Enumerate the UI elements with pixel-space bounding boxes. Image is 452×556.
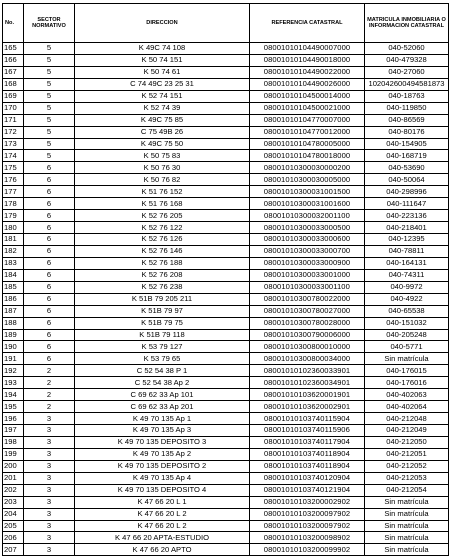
cell-direccion: K 49C 74 108 — [75, 43, 250, 55]
cell-sector: 3 — [24, 508, 75, 520]
cell-referencia: 08001010300790006000 — [250, 329, 365, 341]
cell-referencia: 08001010103200098902 — [250, 532, 365, 544]
cell-no: 201 — [3, 472, 24, 484]
cell-no: 176 — [3, 174, 24, 186]
cell-referencia: 08001010102360033901 — [250, 365, 365, 377]
header-no: No. — [3, 4, 24, 43]
cell-sector: 5 — [24, 102, 75, 114]
cell-sector: 6 — [24, 186, 75, 198]
table-row — [3, 162, 449, 174]
cell-sector: 3 — [24, 472, 75, 484]
cell-sector: 6 — [24, 222, 75, 234]
cell-referencia: 08001010104770007000 — [250, 114, 365, 126]
table-row — [3, 198, 449, 210]
cell-referencia: 08001010104500021000 — [250, 102, 365, 114]
cell-matricula: 040-479328 — [365, 54, 449, 66]
cell-direccion: K 49 70 135 DEPOSITO 4 — [75, 484, 250, 496]
cell-direccion: C 52 54 38 P 1 — [75, 365, 250, 377]
cell-sector: 6 — [24, 198, 75, 210]
cell-referencia: 08001010300780022000 — [250, 293, 365, 305]
table-row — [3, 174, 449, 186]
cell-sector: 5 — [24, 66, 75, 78]
cell-no: 180 — [3, 222, 24, 234]
cell-matricula: 040-154905 — [365, 138, 449, 150]
cell-matricula: 040-212050 — [365, 436, 449, 448]
cell-no: 183 — [3, 257, 24, 269]
cell-matricula: 040-212052 — [365, 460, 449, 472]
cell-referencia: 08001010300033000900 — [250, 257, 365, 269]
cell-referencia: 08001010300800010000 — [250, 341, 365, 353]
cell-sector: 6 — [24, 341, 75, 353]
cell-sector: 6 — [24, 257, 75, 269]
cell-direccion: K 51B 79 118 — [75, 329, 250, 341]
cell-sector: 2 — [24, 365, 75, 377]
cell-matricula: 040-223136 — [365, 210, 449, 222]
cell-referencia: 08001010104490007000 — [250, 43, 365, 55]
cell-direccion: K 51 76 168 — [75, 198, 250, 210]
cell-referencia: 08001010104770012000 — [250, 126, 365, 138]
cell-referencia: 08001010104490018000 — [250, 54, 365, 66]
cell-sector: 6 — [24, 329, 75, 341]
cell-no: 193 — [3, 377, 24, 389]
table-row — [3, 377, 449, 389]
cell-matricula: 040-9972 — [365, 281, 449, 293]
cell-direccion: K 50 74 151 — [75, 54, 250, 66]
cell-no: 168 — [3, 78, 24, 90]
cell-matricula: 040-111647 — [365, 198, 449, 210]
cell-sector: 5 — [24, 138, 75, 150]
cell-sector: 6 — [24, 245, 75, 257]
cell-referencia: 08001010104780005000 — [250, 138, 365, 150]
cell-no: 170 — [3, 102, 24, 114]
cell-direccion: K 49 70 135 Ap 2 — [75, 448, 250, 460]
cell-direccion: K 47 66 20 L 2 — [75, 508, 250, 520]
cell-matricula: 102042600494581873 — [365, 78, 449, 90]
cell-no: 188 — [3, 317, 24, 329]
cell-referencia: 08001010103740118904 — [250, 448, 365, 460]
cell-referencia: 08001010103620002901 — [250, 401, 365, 413]
cell-matricula: 040-65538 — [365, 305, 449, 317]
cell-no: 198 — [3, 436, 24, 448]
cell-direccion: K 52 74 151 — [75, 90, 250, 102]
cell-sector: 6 — [24, 305, 75, 317]
cell-sector: 3 — [24, 484, 75, 496]
cell-referencia: 08001010300031001600 — [250, 198, 365, 210]
table-row — [3, 341, 449, 353]
cell-no: 173 — [3, 138, 24, 150]
cell-matricula: 040-12395 — [365, 234, 449, 246]
cell-no: 165 — [3, 43, 24, 55]
cell-matricula: 040-176016 — [365, 377, 449, 389]
table-row — [3, 90, 449, 102]
table-row — [3, 329, 449, 341]
cell-matricula: 040-212049 — [365, 425, 449, 437]
table-row — [3, 520, 449, 532]
table-row — [3, 532, 449, 544]
table-header-row — [3, 4, 449, 43]
cell-direccion: K 53 79 65 — [75, 353, 250, 365]
cell-matricula: 040-168719 — [365, 150, 449, 162]
cell-no: 200 — [3, 460, 24, 472]
cell-referencia: 08001010300030000200 — [250, 162, 365, 174]
cell-matricula: Sin matrícula — [365, 532, 449, 544]
cell-direccion: K 49 70 135 DEPOSITO 3 — [75, 436, 250, 448]
table-row — [3, 389, 449, 401]
table-row — [3, 305, 449, 317]
cell-sector: 6 — [24, 269, 75, 281]
cell-no: 186 — [3, 293, 24, 305]
cell-no: 177 — [3, 186, 24, 198]
table-row — [3, 78, 449, 90]
cell-sector: 6 — [24, 293, 75, 305]
table-row — [3, 281, 449, 293]
cell-direccion: K 52 76 238 — [75, 281, 250, 293]
cell-no: 207 — [3, 544, 24, 556]
cell-matricula: 040-212054 — [365, 484, 449, 496]
table-row — [3, 257, 449, 269]
cell-no: 205 — [3, 520, 24, 532]
table-row — [3, 245, 449, 257]
cell-direccion: K 52 76 208 — [75, 269, 250, 281]
cell-matricula: 040-402064 — [365, 401, 449, 413]
cell-matricula: 040-218401 — [365, 222, 449, 234]
cell-matricula: 040-74311 — [365, 269, 449, 281]
table-row — [3, 114, 449, 126]
cell-sector: 5 — [24, 78, 75, 90]
cell-no: 192 — [3, 365, 24, 377]
cell-matricula: 040-50064 — [365, 174, 449, 186]
cell-no: 179 — [3, 210, 24, 222]
cell-no: 197 — [3, 425, 24, 437]
cell-direccion: K 52 76 205 — [75, 210, 250, 222]
cell-referencia: 08001010104490022000 — [250, 66, 365, 78]
table-row — [3, 317, 449, 329]
table-row — [3, 425, 449, 437]
cell-no: 185 — [3, 281, 24, 293]
cell-no: 171 — [3, 114, 24, 126]
cell-direccion: K 51B 79 97 — [75, 305, 250, 317]
cell-matricula: 040-205248 — [365, 329, 449, 341]
table-row — [3, 54, 449, 66]
cell-referencia: 08001010103740120904 — [250, 472, 365, 484]
header-sector: SECTOR NORMATIVO — [24, 4, 75, 43]
cell-direccion: C 75 49B 26 — [75, 126, 250, 138]
cell-direccion: K 49 70 135 Ap 4 — [75, 472, 250, 484]
cell-no: 196 — [3, 413, 24, 425]
cell-referencia: 08001010300030005000 — [250, 174, 365, 186]
cell-no: 169 — [3, 90, 24, 102]
cell-sector: 6 — [24, 353, 75, 365]
table-row — [3, 460, 449, 472]
cell-matricula: Sin matrícula — [365, 353, 449, 365]
cell-matricula: 040-53690 — [365, 162, 449, 174]
cell-no: 189 — [3, 329, 24, 341]
cell-referencia: 08001010103200002902 — [250, 496, 365, 508]
table-row — [3, 186, 449, 198]
cell-no: 194 — [3, 389, 24, 401]
cell-direccion: K 47 66 20 L 1 — [75, 496, 250, 508]
cell-sector: 5 — [24, 90, 75, 102]
cell-direccion: K 49C 75 50 — [75, 138, 250, 150]
cell-no: 175 — [3, 162, 24, 174]
cell-sector: 6 — [24, 174, 75, 186]
cell-sector: 3 — [24, 544, 75, 556]
table-row — [3, 43, 449, 55]
table-row — [3, 436, 449, 448]
cell-matricula: 040-151032 — [365, 317, 449, 329]
cell-matricula: 040-4922 — [365, 293, 449, 305]
cell-matricula: Sin matrícula — [365, 496, 449, 508]
cell-direccion: K 52 74 39 — [75, 102, 250, 114]
table-row — [3, 448, 449, 460]
table-row — [3, 353, 449, 365]
table-row — [3, 234, 449, 246]
cell-referencia: 08001010300033001100 — [250, 281, 365, 293]
cell-matricula: 040-5771 — [365, 341, 449, 353]
cell-direccion: K 51 76 152 — [75, 186, 250, 198]
cell-matricula: 040-212051 — [365, 448, 449, 460]
cell-direccion: C 52 54 38 Ap 2 — [75, 377, 250, 389]
cell-no: 202 — [3, 484, 24, 496]
table-row — [3, 544, 449, 556]
cell-referencia: 08001010300033000700 — [250, 245, 365, 257]
cell-sector: 3 — [24, 520, 75, 532]
table-body — [3, 43, 449, 556]
cell-sector: 6 — [24, 317, 75, 329]
cell-sector: 6 — [24, 234, 75, 246]
cell-no: 204 — [3, 508, 24, 520]
cell-no: 184 — [3, 269, 24, 281]
cell-direccion: K 51B 79 75 — [75, 317, 250, 329]
cell-direccion: C 69 62 33 Ap 201 — [75, 401, 250, 413]
cell-sector: 5 — [24, 114, 75, 126]
cell-no: 166 — [3, 54, 24, 66]
table-row — [3, 126, 449, 138]
cell-sector: 5 — [24, 43, 75, 55]
cell-referencia: 08001010300033000600 — [250, 234, 365, 246]
cell-no: 191 — [3, 353, 24, 365]
cell-sector: 5 — [24, 126, 75, 138]
cell-referencia: 08001010300032001100 — [250, 210, 365, 222]
table-row — [3, 138, 449, 150]
cell-no: 174 — [3, 150, 24, 162]
table-row — [3, 496, 449, 508]
table-row — [3, 269, 449, 281]
cell-referencia: 08001010300780027000 — [250, 305, 365, 317]
cell-matricula: 040-52060 — [365, 43, 449, 55]
cell-referencia: 08001010103200099902 — [250, 544, 365, 556]
table-row — [3, 293, 449, 305]
cell-matricula: 040-298996 — [365, 186, 449, 198]
cell-referencia: 08001010103200097902 — [250, 520, 365, 532]
cell-referencia: 08001010103740117904 — [250, 436, 365, 448]
cell-direccion: K 49 70 135 Ap 3 — [75, 425, 250, 437]
cell-sector: 6 — [24, 281, 75, 293]
cell-sector: 2 — [24, 389, 75, 401]
table-row — [3, 222, 449, 234]
table-row — [3, 365, 449, 377]
cell-direccion: K 47 66 20 L 2 — [75, 520, 250, 532]
table-row — [3, 472, 449, 484]
cell-referencia: 08001010104500014000 — [250, 90, 365, 102]
cell-referencia: 08001010103200097902 — [250, 508, 365, 520]
table-row — [3, 210, 449, 222]
cell-matricula: Sin matrícula — [365, 544, 449, 556]
cell-direccion: K 47 66 20 APTO — [75, 544, 250, 556]
cell-no: 199 — [3, 448, 24, 460]
table-row — [3, 401, 449, 413]
cell-referencia: 08001010300800034000 — [250, 353, 365, 365]
header-matricula: MATRICULA INMOBILIARIA O INFORMACION CATASTRAL — [365, 4, 449, 43]
cell-direccion: K 49 70 135 DEPOSITO 2 — [75, 460, 250, 472]
cell-direccion: K 50 74 61 — [75, 66, 250, 78]
cell-no: 181 — [3, 234, 24, 246]
table-row — [3, 102, 449, 114]
cell-sector: 3 — [24, 436, 75, 448]
cell-sector: 3 — [24, 413, 75, 425]
table-row — [3, 66, 449, 78]
cell-direccion: K 50 76 82 — [75, 174, 250, 186]
cell-direccion: K 52 76 146 — [75, 245, 250, 257]
cell-matricula: 040-80176 — [365, 126, 449, 138]
cell-matricula: 040-119850 — [365, 102, 449, 114]
cell-matricula: 040-212053 — [365, 472, 449, 484]
cell-matricula: 040-78811 — [365, 245, 449, 257]
cell-referencia: 08001010102360034901 — [250, 377, 365, 389]
table-row — [3, 484, 449, 496]
cell-referencia: 08001010103740115904 — [250, 413, 365, 425]
cell-matricula: 040-212048 — [365, 413, 449, 425]
cell-no: 195 — [3, 401, 24, 413]
cell-matricula: 040-402063 — [365, 389, 449, 401]
cell-referencia: 08001010300033000500 — [250, 222, 365, 234]
cell-referencia: 08001010300033001000 — [250, 269, 365, 281]
cell-sector: 5 — [24, 150, 75, 162]
table-row — [3, 413, 449, 425]
cell-direccion: K 51B 79 205 211 — [75, 293, 250, 305]
cell-sector: 3 — [24, 425, 75, 437]
cell-referencia: 08001010104780018000 — [250, 150, 365, 162]
cell-no: 203 — [3, 496, 24, 508]
cell-matricula: 040-86569 — [365, 114, 449, 126]
cell-referencia: 08001010103620001901 — [250, 389, 365, 401]
cell-matricula: Sin matrícula — [365, 520, 449, 532]
cell-no: 172 — [3, 126, 24, 138]
cell-direccion: K 50 75 83 — [75, 150, 250, 162]
cell-direccion: K 49 70 135 Ap 1 — [75, 413, 250, 425]
cell-referencia: 08001010103740115906 — [250, 425, 365, 437]
cell-direccion: C 74 49C 23 25 31 — [75, 78, 250, 90]
cell-sector: 2 — [24, 401, 75, 413]
cell-direccion: K 53 79 127 — [75, 341, 250, 353]
cell-no: 187 — [3, 305, 24, 317]
cadastral-table — [2, 3, 449, 556]
cell-matricula: Sin matrícula — [365, 508, 449, 520]
cell-matricula: 040-18763 — [365, 90, 449, 102]
cell-no: 182 — [3, 245, 24, 257]
cell-sector: 3 — [24, 532, 75, 544]
cell-referencia: 08001010104490026000 — [250, 78, 365, 90]
cell-sector: 3 — [24, 460, 75, 472]
cell-direccion: K 50 76 30 — [75, 162, 250, 174]
cell-matricula: 040-27060 — [365, 66, 449, 78]
cell-sector: 3 — [24, 496, 75, 508]
cell-direccion: K 52 76 122 — [75, 222, 250, 234]
cell-sector: 6 — [24, 210, 75, 222]
header-referencia: REFERENCIA CATASTRAL — [250, 4, 365, 43]
cell-sector: 6 — [24, 162, 75, 174]
cell-referencia: 08001010103740118904 — [250, 460, 365, 472]
header-direccion: DIRECCION — [75, 4, 250, 43]
cell-direccion: K 52 76 126 — [75, 234, 250, 246]
cell-matricula: 040-176015 — [365, 365, 449, 377]
cell-direccion: K 52 76 188 — [75, 257, 250, 269]
cell-no: 167 — [3, 66, 24, 78]
cell-sector: 5 — [24, 54, 75, 66]
cell-referencia: 08001010103740121904 — [250, 484, 365, 496]
cell-referencia: 08001010300780028000 — [250, 317, 365, 329]
table-row — [3, 508, 449, 520]
cell-no: 178 — [3, 198, 24, 210]
cell-sector: 2 — [24, 377, 75, 389]
cell-matricula: 040-164131 — [365, 257, 449, 269]
cell-sector: 3 — [24, 448, 75, 460]
cell-direccion: K 49C 75 85 — [75, 114, 250, 126]
cell-referencia: 08001010300031001500 — [250, 186, 365, 198]
cell-no: 206 — [3, 532, 24, 544]
cell-direccion: K 47 66 20 APTA-ESTUDIO — [75, 532, 250, 544]
cell-direccion: C 69 62 33 Ap 101 — [75, 389, 250, 401]
cell-no: 190 — [3, 341, 24, 353]
table-row — [3, 150, 449, 162]
